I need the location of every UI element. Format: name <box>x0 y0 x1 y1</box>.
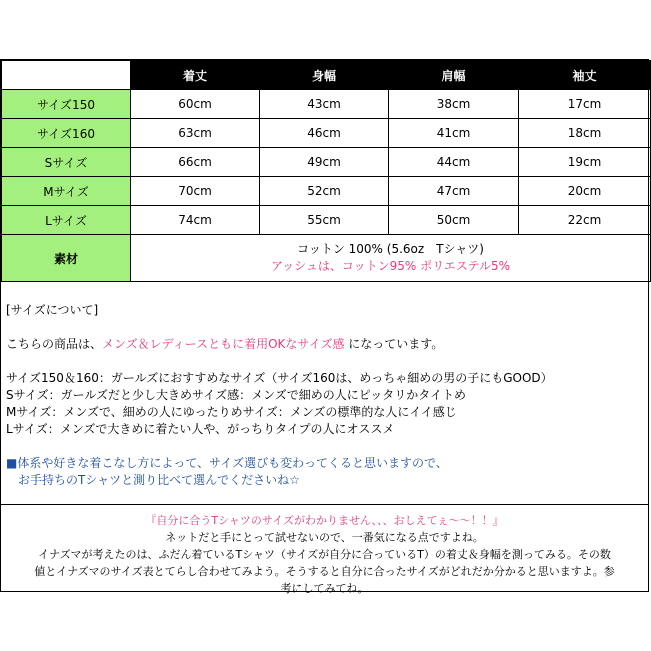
table-header-row <box>2 61 651 90</box>
shoulder-value: 41cm <box>389 119 519 148</box>
table-row <box>2 206 651 235</box>
size-desc-150-160: サイズ150＆160：ガールズにおすすめなサイズ（サイズ160は、めっちゃ細めの男の子にもGOOD） <box>6 371 553 385</box>
sleeve-value: 19cm <box>519 148 651 177</box>
length-value: 70cm <box>131 177 260 206</box>
size-label: Lサイズ <box>2 206 131 235</box>
table-row <box>2 119 651 148</box>
sleeve-value: 18cm <box>519 119 651 148</box>
header-sleeve: 袖丈 <box>519 61 651 90</box>
advice-line: お手持ちのTシャツと測り比べて選んでくださいね☆ <box>18 473 300 487</box>
length-value: 60cm <box>131 90 260 119</box>
advice-line: ■体系や好きな着こなし方によって、サイズ選びも変わってくると思いますので、 <box>6 456 448 470</box>
table-corner-cell <box>2 61 131 90</box>
section-heading: [サイズについて] <box>6 303 99 317</box>
header-width: 身幅 <box>260 61 389 90</box>
length-value: 66cm <box>131 148 260 177</box>
shoulder-value: 38cm <box>389 90 519 119</box>
material-value <box>131 235 651 282</box>
shoulder-value: 47cm <box>389 177 519 206</box>
width-value: 43cm <box>260 90 389 119</box>
size-table <box>1 60 651 282</box>
note-line: 値とイナズマのサイズ表とてらし合わせてみよう。そうすると自分に合ったサイズがどれだか分かると思いますよ。参 <box>34 565 615 578</box>
size-info-section <box>1 298 648 505</box>
width-value: 55cm <box>260 206 389 235</box>
intro-prefix: こちらの商品は、 <box>6 337 103 351</box>
note-line: ネットだと手にとって試せないので、一番気になる点ですよね。 <box>165 531 484 544</box>
shoulder-value: 44cm <box>389 148 519 177</box>
width-value: 52cm <box>260 177 389 206</box>
intro-suffix: になっています。 <box>348 337 444 351</box>
size-desc-l: Lサイズ：メンズで大きめに着たい人や、がっちりタイプの人にオススメ <box>6 422 395 436</box>
note-title: 『自分に合うTシャツのサイズがわかりません、、、おしえてぇ〜〜！！』 <box>145 514 504 527</box>
sleeve-value: 17cm <box>519 90 651 119</box>
size-label: Mサイズ <box>2 177 131 206</box>
table-row <box>2 148 651 177</box>
note-line: イナズマが考えたのは、ふだん着ているTシャツ（サイズが自分に合っているT）の着丈＆身幅を測ってみる。その数 <box>38 548 611 561</box>
size-label: Sサイズ <box>2 148 131 177</box>
sleeve-value: 20cm <box>519 177 651 206</box>
width-value: 49cm <box>260 148 389 177</box>
sleeve-value: 22cm <box>519 206 651 235</box>
length-value: 63cm <box>131 119 260 148</box>
material-ash-line: アッシュは、コットン95% ポリエステル5% <box>270 259 511 273</box>
length-value: 74cm <box>131 206 260 235</box>
table-row <box>2 90 651 119</box>
header-length: 着丈 <box>131 61 260 90</box>
table-row <box>2 177 651 206</box>
width-value: 46cm <box>260 119 389 148</box>
note-line: 考にしてみてね。 <box>280 582 369 595</box>
intro-highlight: メンズ＆レディースともに着用OKなサイズ感 <box>102 337 345 351</box>
size-desc-s: Sサイズ：ガールズだと少し大きめサイズ感：メンズで細めの人にピッタリかタイトめ <box>6 388 467 402</box>
size-desc-m: Mサイズ：メンズで、細めの人にゆったりめサイズ：メンズの標準的な人にイイ感じ <box>6 405 457 419</box>
material-row <box>2 235 651 282</box>
size-label: サイズ160 <box>2 119 131 148</box>
size-help-note <box>1 512 648 597</box>
size-chart-panel <box>0 59 649 595</box>
shoulder-value: 50cm <box>389 206 519 235</box>
header-shoulder: 肩幅 <box>389 61 519 90</box>
size-label: サイズ150 <box>2 90 131 119</box>
intro-text <box>6 336 643 353</box>
material-line: コットン 100% (5.6oz Tシャツ) <box>297 242 484 256</box>
material-label: 素材 <box>2 235 131 282</box>
